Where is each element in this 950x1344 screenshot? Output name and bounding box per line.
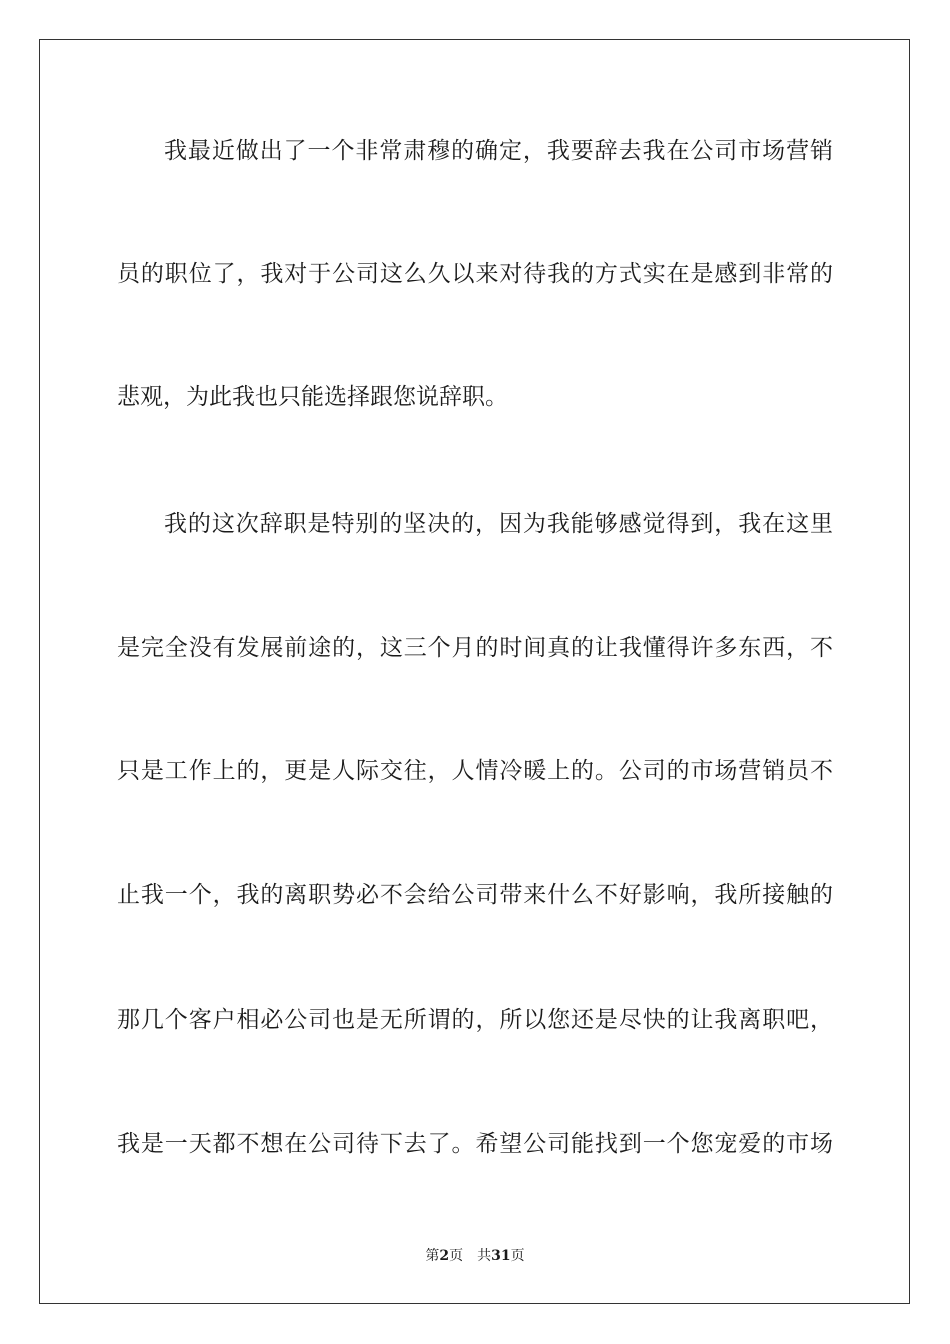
paragraph-1-line-3: 悲观，为此我也只能选择跟您说辞职。 [117, 384, 508, 410]
page-prefix: 第 [425, 1248, 440, 1264]
total-prefix: 共 [477, 1248, 492, 1264]
page-footer [0, 1246, 950, 1266]
total-pages: 31 [491, 1248, 511, 1264]
paragraph-2-line-3: 只是工作上的，更是人际交往，人情冷暖上的。公司的市场营销员不 [117, 758, 833, 784]
paragraph-1-line-1: 我最近做出了一个非常肃穆的确定，我要辞去我在公司市场营销 [164, 138, 833, 164]
paragraph-2-line-5: 那几个客户相必公司也是无所谓的，所以您还是尽快的让我离职吧， [117, 1007, 833, 1033]
page-suffix: 页 [449, 1248, 464, 1264]
paragraph-2-line-2: 是完全没有发展前途的，这三个月的时间真的让我懂得许多东西，不 [117, 635, 833, 661]
page-number: 2 [439, 1248, 450, 1264]
paragraph-2-line-1: 我的这次辞职是特别的坚决的，因为我能够感觉得到，我在这里 [164, 511, 833, 537]
paragraph-2-line-6: 我是一天都不想在公司待下去了。希望公司能找到一个您宠爱的市场 [117, 1131, 833, 1157]
paragraph-2-line-4: 止我一个，我的离职势必不会给公司带来什么不好影响，我所接触的 [117, 882, 833, 908]
paragraph-1-line-2: 员的职位了，我对于公司这么久以来对待我的方式实在是感到非常的 [117, 261, 833, 287]
total-suffix: 页 [510, 1248, 525, 1264]
page-border [39, 39, 910, 1304]
